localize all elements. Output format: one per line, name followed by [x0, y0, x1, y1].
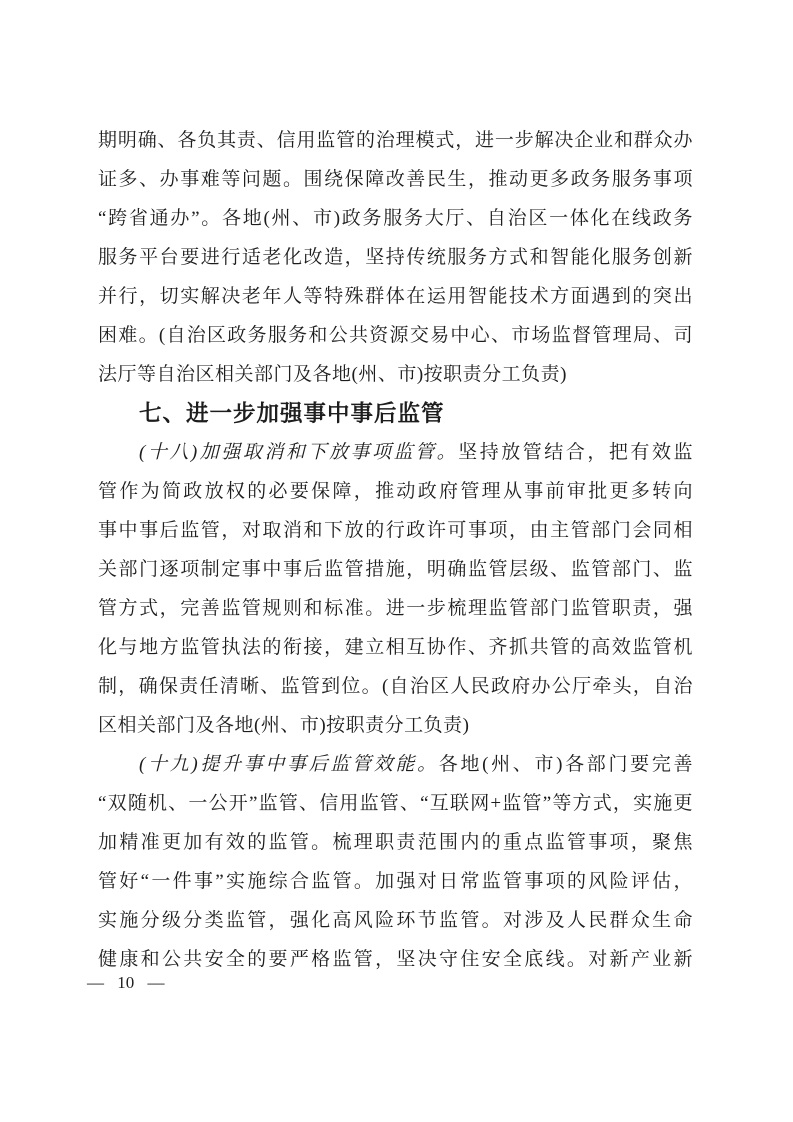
text-segment: 七、进一步加强事中事后监管 [139, 401, 445, 426]
text-line [98, 862, 693, 901]
page-number: — 10 — [87, 973, 165, 992]
text-line [98, 316, 693, 355]
text-line [98, 199, 693, 238]
text-segment: 期明确、各负其责、信用监管的治理模式，进一步解决企业和群众办 [98, 130, 693, 151]
document-body [98, 121, 693, 979]
text-line [98, 901, 693, 940]
text-segment: “跨省通办”。各地(州、市)政务服务大厅、自治区一体化在线政务 [98, 208, 693, 229]
text-line [98, 277, 693, 316]
text-segment: 制，确保责任清晰、监管到位。(自治区人民政府办公厅牵头，自治 [98, 676, 693, 697]
text-line [98, 472, 693, 511]
text-segment: 并行，切实解决老年人等特殊群体在运用智能技术方面遇到的突出 [98, 286, 693, 307]
clause-leadin: (十八)加强取消和下放事项监管。 [139, 442, 459, 463]
text-line [98, 667, 693, 706]
text-line [98, 628, 693, 667]
text-segment: 加精准更加有效的监管。梳理职责范围内的重点监管事项，聚焦 [98, 832, 693, 853]
text-line [98, 784, 693, 823]
clause-leadin: (十九)提升事中事后监管效能。 [139, 754, 439, 775]
text-segment: 化与地方监管执法的衔接，建立相互协作、齐抓共管的高效监管机 [98, 637, 693, 658]
text-line [98, 706, 693, 745]
text-line [98, 589, 693, 628]
text-segment: 各地(州、市)各部门要完善 [438, 754, 693, 775]
text-segment: 区相关部门及各地(州、市)按职责分工负责) [98, 715, 470, 736]
text-segment: 健康和公共安全的要严格监管，坚决守住安全底线。对新产业新 [98, 949, 693, 970]
text-segment: 证多、办事难等问题。围绕保障改善民生，推动更多政务服务事项 [98, 169, 693, 190]
text-line [98, 511, 693, 550]
text-segment: 关部门逐项制定事中事后监管措施，明确监管层级、监管部门、监 [98, 559, 693, 580]
text-line [98, 823, 693, 862]
text-line [98, 940, 693, 979]
text-segment: 管方式，完善监管规则和标准。进一步梳理监管部门监管职责，强 [98, 598, 693, 619]
text-line [98, 238, 693, 277]
section-heading [98, 394, 693, 433]
text-line [98, 160, 693, 199]
text-line [98, 121, 693, 160]
text-segment: 坚持放管结合，把有效监 [458, 442, 693, 463]
text-segment: “双随机、一公开”监管、信用监管、“互联网+监管”等方式，实施更 [98, 793, 693, 814]
text-segment: 法厅等自治区相关部门及各地(州、市)按职责分工负责) [98, 364, 567, 385]
text-segment: 服务平台要进行适老化改造，坚持传统服务方式和智能化服务创新 [98, 247, 693, 268]
text-segment: 实施分级分类监管，强化高风险环节监管。对涉及人民群众生命 [98, 910, 693, 931]
text-segment: 管作为简政放权的必要保障，推动政府管理从事前审批更多转向 [98, 481, 693, 502]
text-line [98, 745, 693, 784]
text-segment: 管好“一件事”实施综合监管。加强对日常监管事项的风险评估， [98, 871, 693, 892]
text-line [98, 433, 693, 472]
text-line [98, 550, 693, 589]
text-segment: 事中事后监管，对取消和下放的行政许可事项，由主管部门会同相 [98, 520, 693, 541]
text-segment: 困难。(自治区政务服务和公共资源交易中心、市场监督管理局、司 [98, 325, 693, 346]
text-line [98, 355, 693, 394]
